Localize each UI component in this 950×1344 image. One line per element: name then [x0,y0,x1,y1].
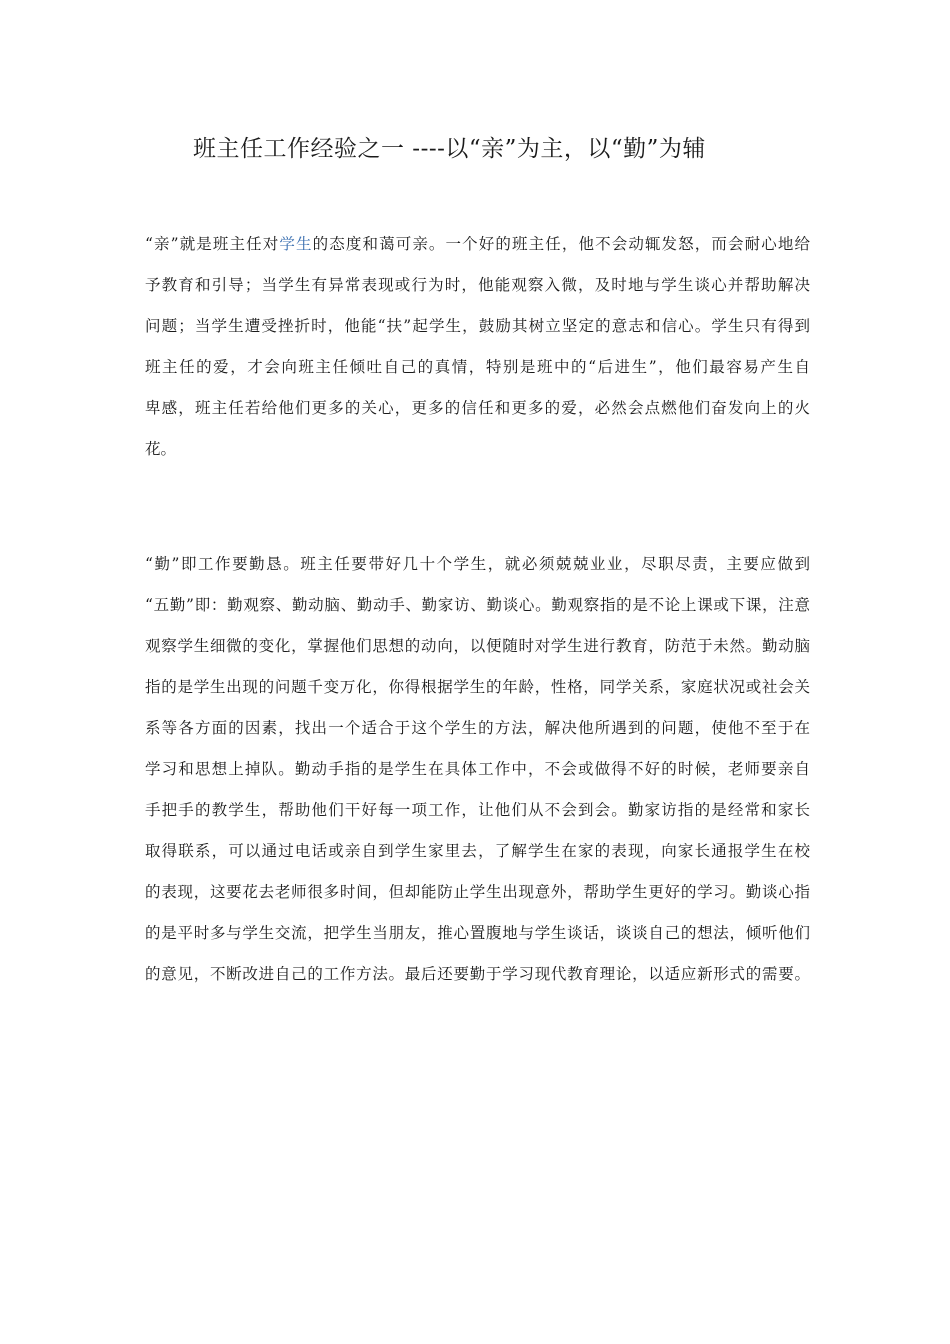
paragraph-line: “五勤”即：勤观察、勤动脑、勤动手、勤家访、勤谈心。勤观察指的是不论上课或下课，注意 [145,596,810,614]
paragraph-line: 卑感，班主任若给他们更多的关心，更多的信任和更多的爱，必然会点燃他们奋发向上的火 [145,399,810,417]
paragraph-qin [145,224,810,470]
paragraph-line: 班主任的爱，才会向班主任倾吐自己的真情，特别是班中的“后进生”，他们最容易产生自 [145,358,810,376]
paragraph-line: 的意见，不断改进自己的工作方法。最后还要勤于学习现代教育理论，以适应新形式的需要。 [145,965,810,983]
line-text: “亲”就是班主任对 [145,235,280,253]
paragraph-line: “勤”即工作要勤恳。班主任要带好几十个学生，就必须兢兢业业，尽职尽责，主要应做到 [145,555,810,573]
paragraph-line: 取得联系，可以通过电话或亲自到学生家里去，了解学生在家的表现，向家长通报学生在校 [145,842,810,860]
paragraph-line [145,224,810,265]
paragraph-line: 花。 [145,440,177,458]
paragraph-line: 系等各方面的因素，找出一个适合于这个学生的方法，解决他所遇到的问题，使他不至于在 [145,719,810,737]
paragraph-line: 学习和思想上掉队。勤动手指的是学生在具体工作中，不会或做得不好的时候，老师要亲自 [145,760,810,778]
paragraph-line: 予教育和引导；当学生有异常表现或行为时，他能观察入微，及时地与学生谈心并帮助解决 [145,276,810,294]
paragraph-line: 指的是学生出现的问题千变万化，你得根据学生的年龄，性格，同学关系，家庭状况或社会关 [145,678,810,696]
student-link[interactable]: 学生 [279,235,313,253]
paragraph-qin-diligence [145,544,810,995]
paragraph-line: 手把手的教学生，帮助他们干好每一项工作，让他们从不会到会。勤家访指的是经常和家长 [145,801,810,819]
page-title: 班主任工作经验之一 ----以“亲”为主，以“勤”为辅 [193,136,706,162]
line-text: 的态度和蔼可亲。一个好的班主任，他不会动辄发怒，而会耐心地给 [312,235,810,253]
paragraph-line: 的表现，这要花去老师很多时间，但却能防止学生出现意外，帮助学生更好的学习。勤谈心指 [145,883,810,901]
paragraph-line: 的是平时多与学生交流，把学生当朋友，推心置腹地与学生谈话，谈谈自己的想法，倾听他们 [145,924,810,942]
paragraph-line: 观察学生细微的变化，掌握他们思想的动向，以便随时对学生进行教育，防范于未然。勤动脑 [145,637,810,655]
paragraph-line: 问题；当学生遭受挫折时，他能“扶”起学生，鼓励其树立坚定的意志和信心。学生只有得到 [145,317,810,335]
